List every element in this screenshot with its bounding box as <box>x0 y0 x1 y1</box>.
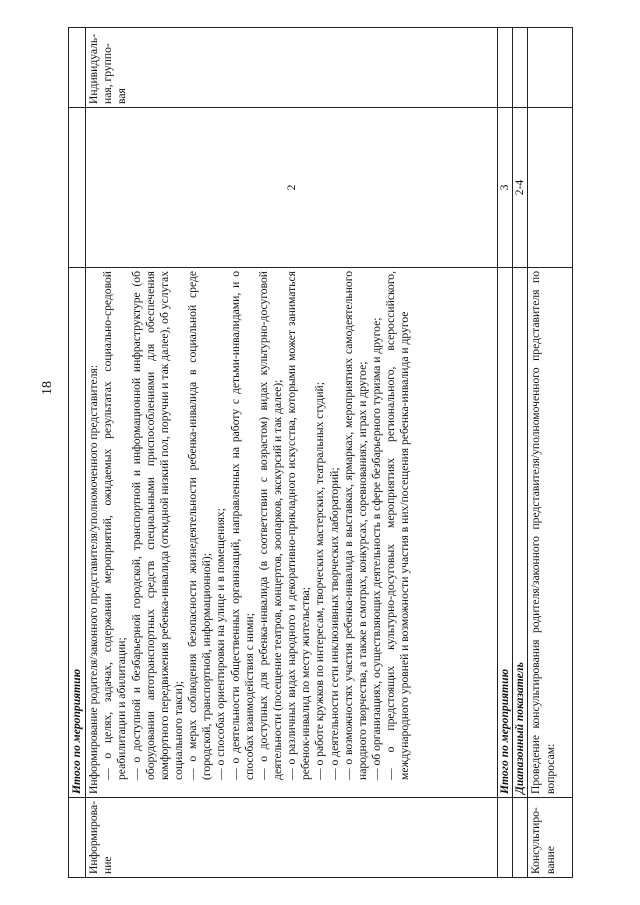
activities-table <box>68 27 573 878</box>
col-blank-4 <box>498 28 513 108</box>
col-blank-4 <box>69 28 86 108</box>
col-blank-4 <box>513 28 528 108</box>
range-row-value: 2-4 <box>513 108 528 268</box>
inform-item: — о предстоящих культурно-досуговых мероприятиях регионального, всероссийского, международного уровней и возможности участия в них/посещения ребенка-инвалида и другое <box>384 271 412 780</box>
inform-count-cell: 2 <box>86 108 498 268</box>
activity-name-inform: Информирова-ние <box>86 798 498 878</box>
inform-form-cell: Индивидуаль-ная, группо-вая <box>86 28 498 108</box>
page-number: 18 <box>40 381 55 395</box>
inform-item: — о деятельности общественных организаций, направленных на работу с детьми-инвалидами, и о способах взаимодействия с ними; <box>228 271 256 780</box>
activity-description-inform <box>86 268 498 798</box>
inform-item: — о деятельности сети инклюзивных творческих лабораторий; <box>327 467 341 780</box>
inform-item: — о различных видах народного и декоративно-прикладного искусства, которыми может заниматься ребенок-инвалид по месту жительства; <box>285 271 313 780</box>
inform-item: — об организациях, осуществляющих деятельность в сфере безбарьерного туризма и другое; <box>369 317 383 780</box>
activity-name-consult: Консультиро-вание <box>528 798 573 878</box>
inform-item: — о доступной и безбарьерной городской, транспортной и информационной инфраструктуре (об оборудовании автотранспортных средств специальными приспособлениями для обеспечения комфортного передвижения ребенка-инвалида (откидной низкий пол, поручни и так далее), об услугах социального такси); <box>129 271 185 780</box>
col-blank-1 <box>69 798 86 878</box>
col-blank-1 <box>513 798 528 878</box>
inform-item: — о работе кружков по интересам, творческих мастерских, театральных студий; <box>313 382 327 780</box>
col-blank-1 <box>498 798 513 878</box>
activity-description-consult <box>528 268 573 798</box>
inform-item: — о возможностях участия ребенка-инвалида в выставках, ярмарках, мероприятиях самодеятельного народного творчества, а также в смотрах, конкурсах, соревнованиях, играх и другое; <box>341 271 369 780</box>
total-header-cell: Итого по мероприятию <box>69 268 86 798</box>
consult-text: Проведение консультирования родителя/законного представителя/уполномоченного представителя по вопросам: <box>529 271 557 794</box>
inform-item: — о целях, задачах, содержании мероприятий, ожидаемых результатах социально-средовой реабилитации и абилитации; <box>101 271 129 780</box>
total-row-label: Итого по мероприятию <box>498 268 513 798</box>
inform-item: — о способах ориентировки на улице и в помещениях; <box>214 508 228 780</box>
rotated-table-container <box>68 28 573 878</box>
consult-count-cell <box>528 108 573 268</box>
range-row-label: Диапазонный показатель <box>513 268 528 798</box>
inform-item: — о доступных для ребенка-инвалида (в соответствии с возрастом) видах культурно-досуговой деятельности (посещение театров, концертов, зоопарков, экскурсий и так далее); <box>256 271 284 780</box>
consult-form-cell <box>528 28 573 108</box>
inform-item: — о мерах соблюдения безопасности жизнедеятельности ребенка-инвалида в социальной среде (городской, транспортной, информационной); <box>186 271 214 780</box>
inform-item: Информирование родителя/законного представителя/уполномоченного представителя: <box>87 364 101 794</box>
col-blank-3 <box>69 108 86 268</box>
total-row-value: 3 <box>498 108 513 268</box>
